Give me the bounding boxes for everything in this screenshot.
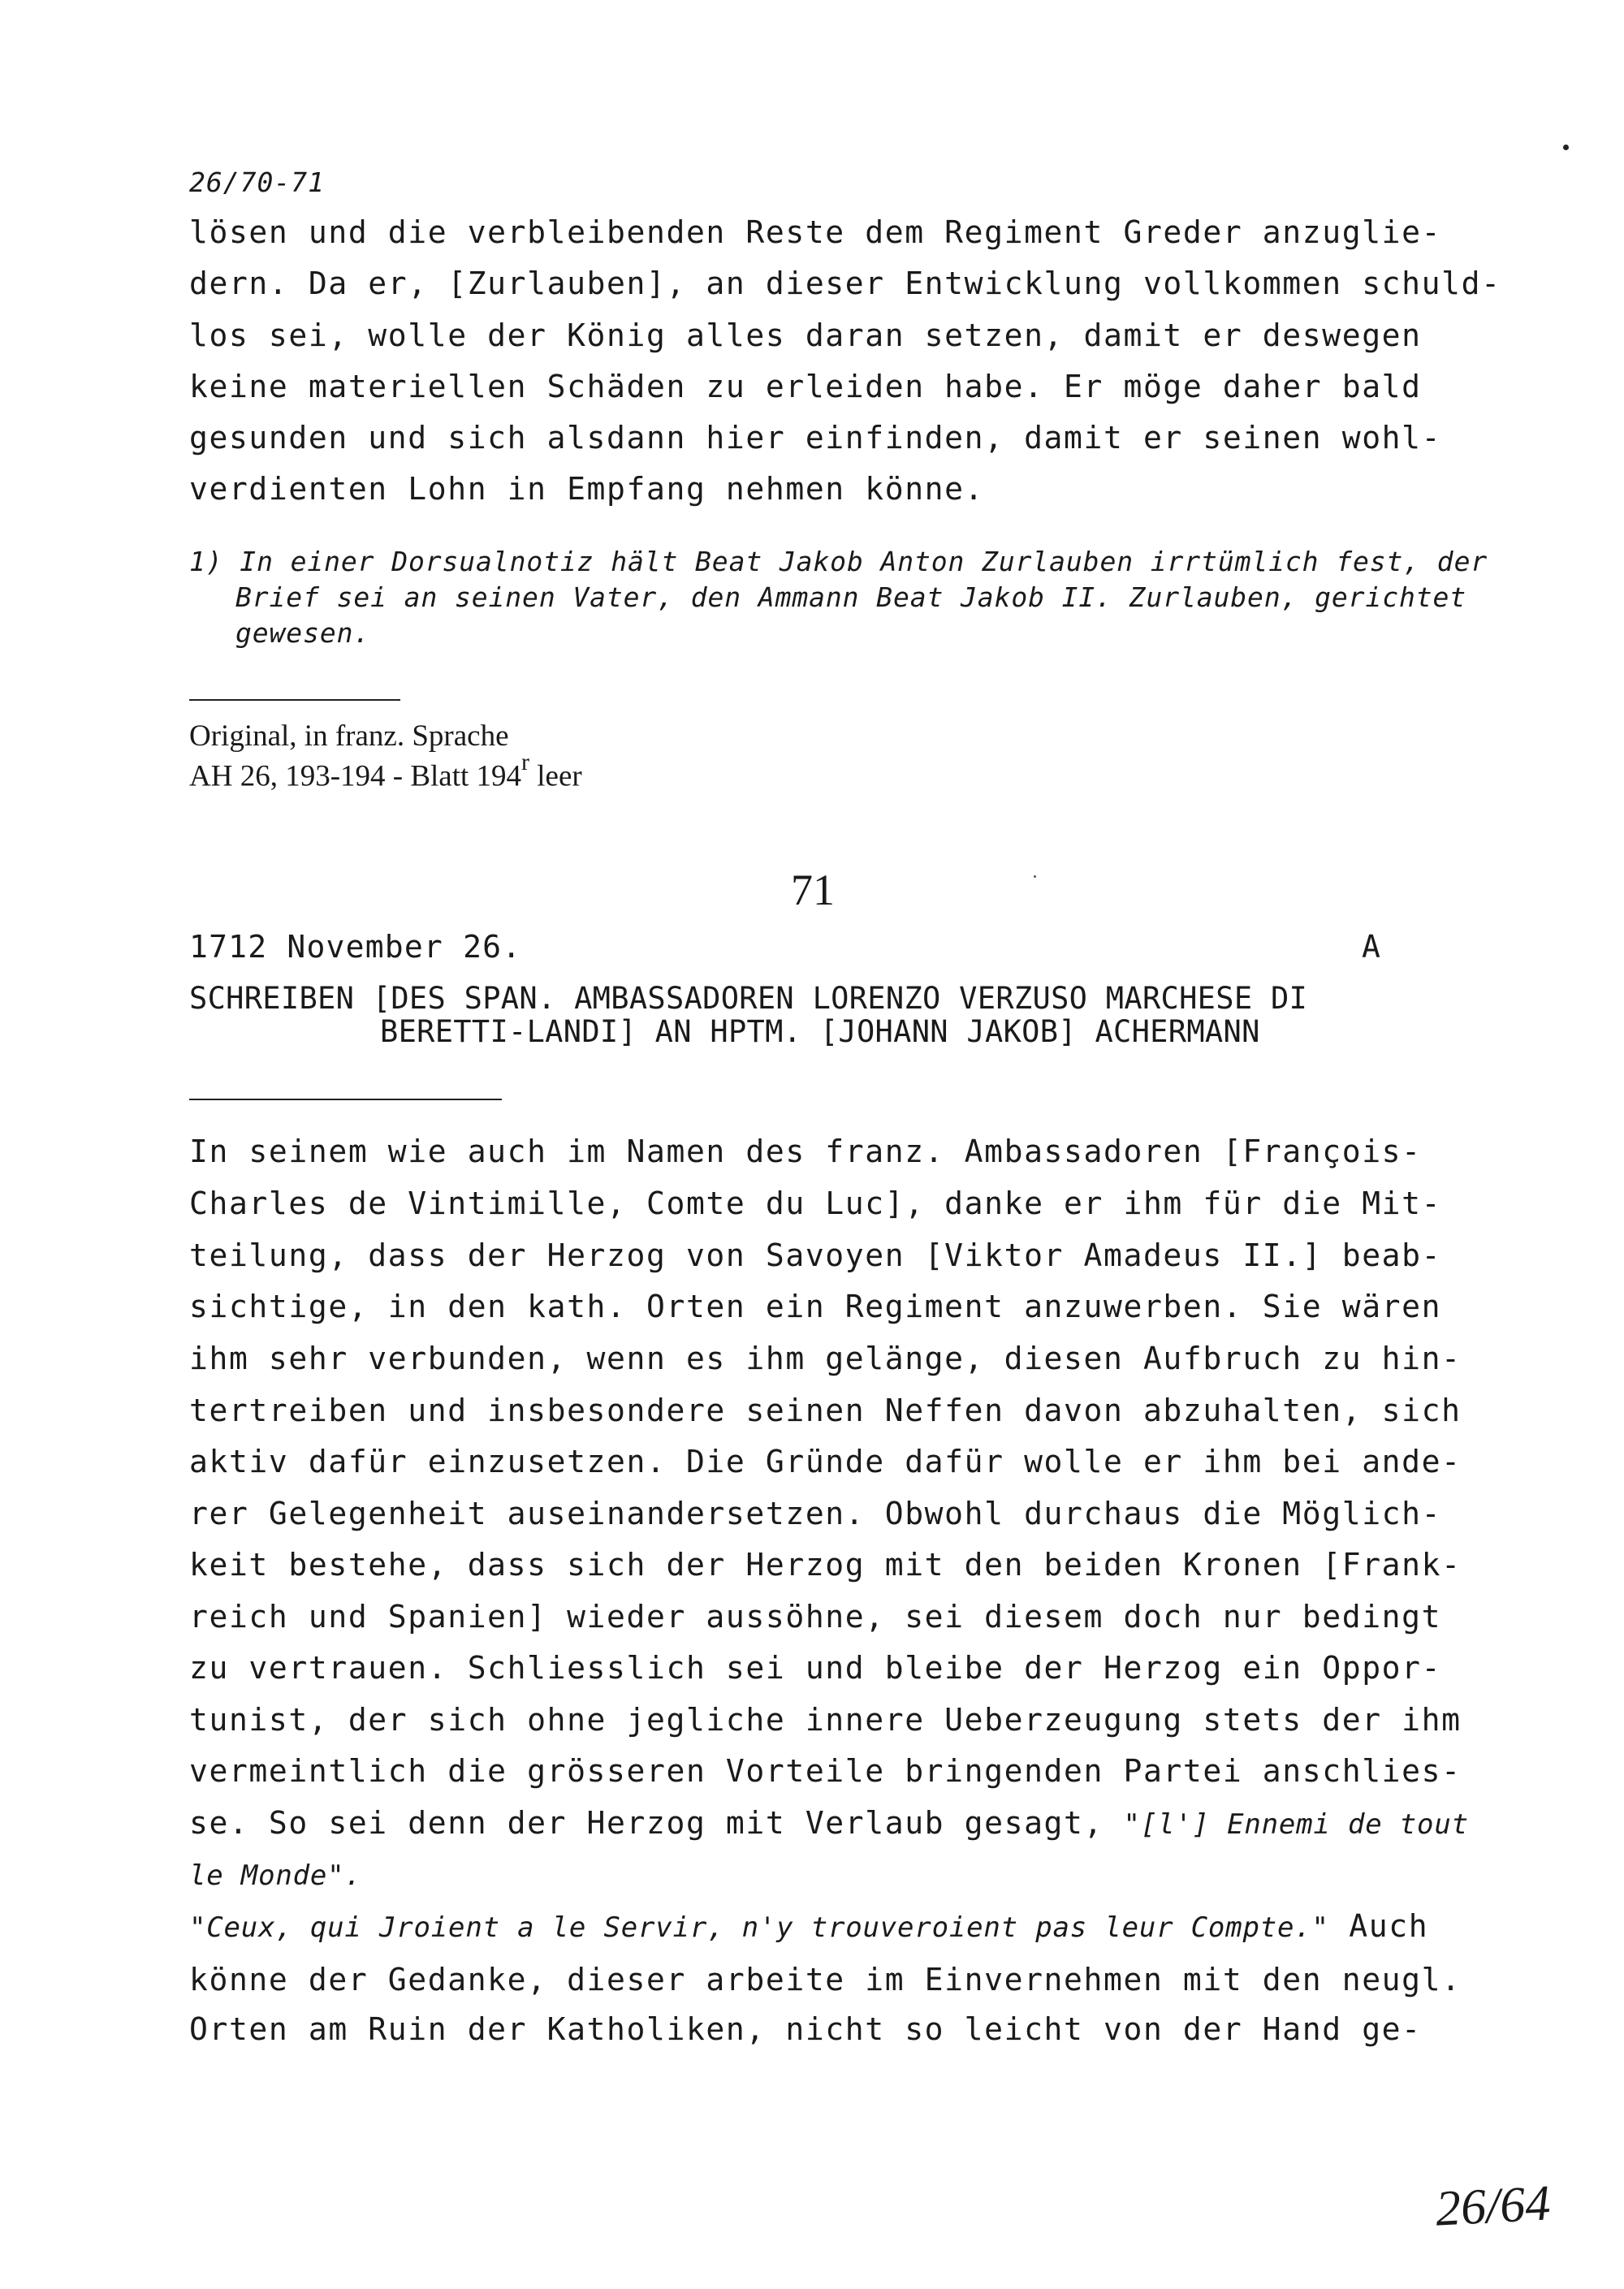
text-line-mixed <box>189 1805 1469 1841</box>
italic-quote: le Monde". <box>189 1859 362 1892</box>
text-line: lösen und die verbleibenden Reste dem Regiment Greder anzuglie- <box>189 214 1442 250</box>
document-date: 1712 November 26. <box>189 929 522 965</box>
italic-quote: "[l'] Ennemi de tout <box>1123 1808 1469 1841</box>
italic-quote: "Ceux, qui Jroient a le Servir, n'y trouveroient pas leur Compte." <box>189 1911 1329 1944</box>
document-marker: A <box>1362 929 1382 965</box>
separator-rule <box>189 1099 502 1100</box>
source-line: Original, in franz. Sprache <box>189 719 509 753</box>
text-line-mixed <box>189 1908 1428 1944</box>
handwritten-page-number: 26/64 <box>1434 2175 1552 2237</box>
text-line: tunist, der sich ohne jegliche innere Ueberzeugung stets der ihm <box>189 1702 1462 1738</box>
stray-dot-mark <box>1563 145 1569 150</box>
superscript-r: r <box>521 749 530 775</box>
text-line: ihm sehr verbunden, wenn es ihm gelänge, diesen Aufbruch zu hin- <box>189 1341 1462 1376</box>
text-line: vermeintlich die grösseren Vorteile bringenden Partei anschlies- <box>189 1753 1462 1789</box>
text-line: sichtige, in den kath. Orten ein Regiment anzuwerben. Sie wären <box>189 1289 1442 1324</box>
text-line: zu vertrauen. Schliesslich sei und bleibe der Herzog ein Oppor- <box>189 1650 1442 1686</box>
document-heading-line: SCHREIBEN [DES SPAN. AMBASSADOREN LORENZO VERZUSO MARCHESE DI <box>189 981 1308 1016</box>
source-archive-text: AH 26, 193-194 - Blatt 194 <box>189 759 522 793</box>
page-reference: 26/70-71 <box>189 166 325 198</box>
text-line: Orten am Ruin der Katholiken, nicht so leicht von der Hand ge- <box>189 2011 1422 2047</box>
text-line: verdienten Lohn in Empfang nehmen könne. <box>189 471 985 507</box>
text-line: In seinem wie auch im Namen des franz. Ambassadoren [François- <box>189 1134 1422 1169</box>
separator-rule <box>189 699 400 701</box>
text-line: gesunden und sich alsdann hier einfinden, damit er seinen wohl- <box>189 420 1442 456</box>
stray-dot-mark <box>1034 875 1036 878</box>
text-line: aktiv dafür einzusetzen. Die Gründe dafür wolle er ihm bei ande- <box>189 1444 1462 1479</box>
text-line: rer Gelegenheit auseinandersetzen. Obwohl durchaus die Möglich- <box>189 1496 1442 1531</box>
source-archive-line <box>189 749 582 793</box>
text-line: Charles de Vintimille, Comte du Luc], danke er ihm für die Mit- <box>189 1186 1442 1221</box>
footnote-line: Brief sei an seinen Vater, den Ammann Beat Jakob II. Zurlauben, gerichtet <box>235 581 1467 613</box>
text-line: reich und Spanien] wieder aussöhne, sei diesem doch nur bedingt <box>189 1599 1442 1635</box>
document-number: 71 <box>791 866 835 914</box>
document-heading-line: BERETTI-LANDI] AN HPTM. [JOHANN JAKOB] ACHERMANN <box>380 1014 1260 1049</box>
text-line: dern. Da er, [Zurlauben], an dieser Entwicklung vollkommen schuld- <box>189 266 1501 301</box>
text-line: teilung, dass der Herzog von Savoyen [Viktor Amadeus II.] beab- <box>189 1237 1442 1273</box>
text-line: keit bestehe, dass sich der Herzog mit den beiden Kronen [Frank- <box>189 1547 1462 1583</box>
source-archive-tail: leer <box>529 759 582 793</box>
text-line: tertreiben und insbesondere seinen Neffen davon abzuhalten, sich <box>189 1393 1462 1428</box>
footnote-line: gewesen. <box>235 617 371 649</box>
text-line: könne der Gedanke, dieser arbeite im Einvernehmen mit den neugl. <box>189 1962 1462 1997</box>
text-span: Auch <box>1328 1908 1429 1944</box>
text-span: se. So sei denn der Herzog mit Verlaub gesagt, <box>189 1805 1124 1841</box>
text-line: los sei, wolle der König alles daran setzen, damit er deswegen <box>189 317 1422 353</box>
text-line: keine materiellen Schäden zu erleiden habe. Er möge daher bald <box>189 369 1422 404</box>
footnote-line: 1) In einer Dorsualnotiz hält Beat Jakob Anton Zurlauben irrtümlich fest, der <box>189 546 1488 577</box>
